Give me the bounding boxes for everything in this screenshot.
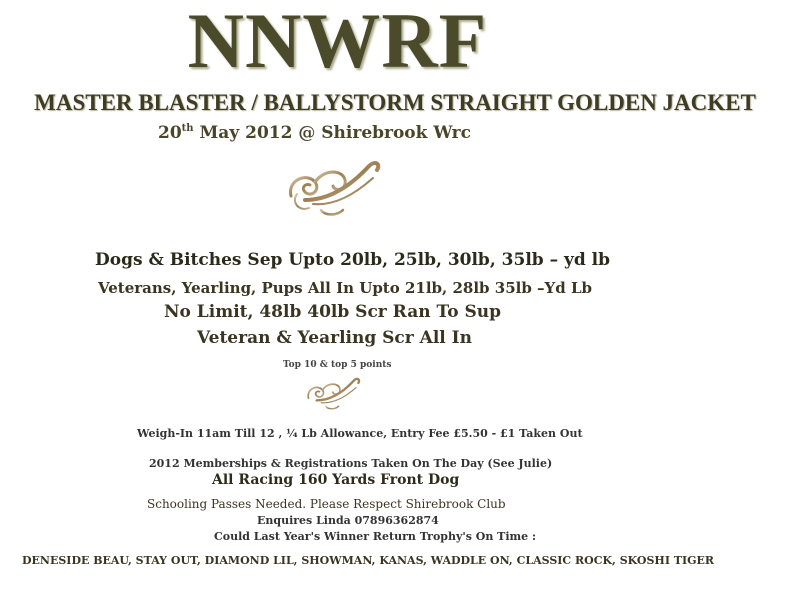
small-flourish-ornament-icon xyxy=(305,373,363,415)
classes-line-2: Veterans, Yearling, Pups All In Upto 21lb, 28lb 35lb –Yd Lb xyxy=(98,279,592,297)
classes-line-1: Dogs & Bitches Sep Upto 20lb, 25lb, 30lb, 35lb – yd lb xyxy=(95,250,611,270)
date-suffix: th xyxy=(181,123,194,134)
trophy-return-note: Could Last Year's Winner Return Trophy's On Time : xyxy=(214,530,537,543)
memberships-info: 2012 Memberships & Registrations Taken On The Day (See Julie) xyxy=(149,457,553,470)
classes-line-4: Veteran & Yearling Scr All In xyxy=(197,328,472,348)
date-day: 20 xyxy=(158,123,182,143)
points-note: Top 10 & top 5 points xyxy=(283,360,392,370)
racing-distance: All Racing 160 Yards Front Dog xyxy=(212,472,460,488)
event-subtitle: MASTER BLASTER / BALLYSTORM STRAIGHT GOLDEN JACKET xyxy=(34,90,756,115)
weigh-in-info: Weigh-In 11am Till 12 , ¼ Lb Allowance, Entry Fee £5.50 - £1 Taken Out xyxy=(137,427,583,440)
enquiries-contact: Enquires Linda 07896362874 xyxy=(257,514,439,527)
schooling-info: Schooling Passes Needed. Please Respect Shirebrook Club xyxy=(147,497,506,511)
winners-list: DENESIDE BEAU, STAY OUT, DIAMOND LIL, SHOWMAN, KANAS, WADDLE ON, CLASSIC ROCK, SKOSHI TIGER xyxy=(22,554,715,567)
classes-line-3: No Limit, 48lb 40lb Scr Ran To Sup xyxy=(164,302,501,322)
poster-title: NNWRF xyxy=(187,0,488,84)
date-venue: May 2012 @ Shirebrook Wrc xyxy=(193,123,471,143)
event-date xyxy=(158,123,471,143)
flourish-ornament-icon xyxy=(285,160,385,218)
